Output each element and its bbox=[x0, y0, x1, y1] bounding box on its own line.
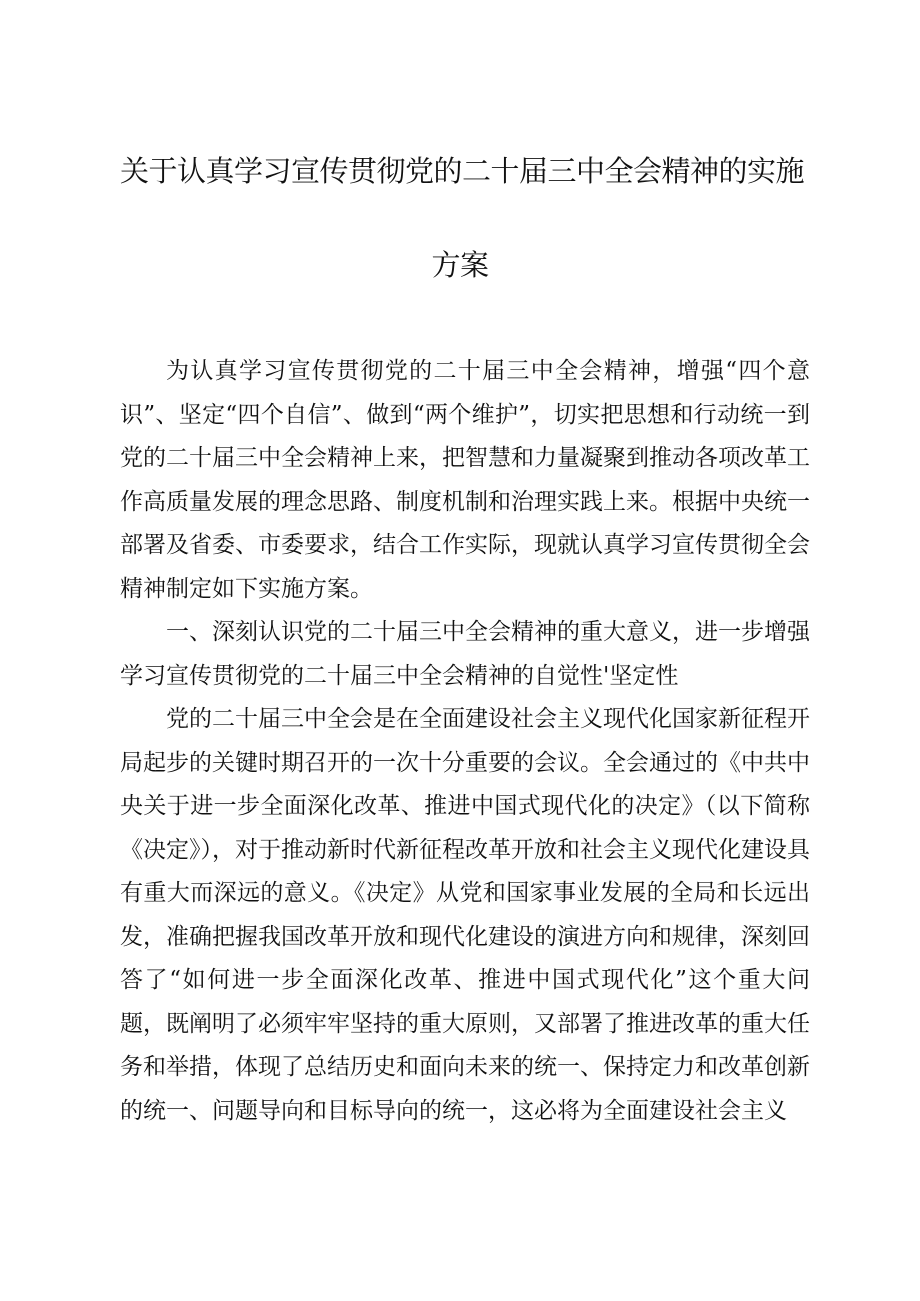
section-paragraph-1: 党的二十届三中全会是在全面建设社会主义现代化国家新征程开局起步的关键时期召开的一次十分重要的会议。全会通过的《中共中央关于进一步全面深化改革、推进中国式现代化的决定》（以下简称《决定》），对于推动新时代新征程改革开放和社会主义现代化建设具有重大而深远的意义。《决定》从党和国家事业发展的全局和长远出发，准确把握我国改革开放和现代化建设的演进方向和规律，深刻回答了“如何进一步全面深化改革、推进中国式现代化”这个重大问题，既阐明了必须牢牢坚持的重大原则，又部署了推进改革的重大任务和举措，体现了总结历史和面向未来的统一、保持定力和改革创新的统一、问题导向和目标导向的统一，这必将为全面建设社会主义 bbox=[120, 706, 810, 1124]
intro-paragraph: 为认真学习宣传贯彻党的二十届三中全会精神，增强“四个意识”、坚定“四个自信”、做到“两个维护”，切实把思想和行动统一到党的二十届三中全会精神上来，把智慧和力量凝聚到推动各项改革工作高质量发展的理念思路、制度机制和治理实践上来。根据中央统一部署及省委、市委要求，结合工作实际，现就认真学习宣传贯彻全会精神制定如下实施方案。 bbox=[120, 358, 810, 602]
section-heading-1: 一、深刻认识党的二十届三中全会精神的重大意义，进一步增强学习宣传贯彻党的二十届三中全会精神的自觉性'坚定性 bbox=[120, 619, 810, 689]
document-body bbox=[120, 350, 810, 1133]
document-title-line-2: 方案 bbox=[431, 248, 489, 282]
document-title-line-1: 关于认真学习宣传贯彻党的二十届三中全会精神的实施 bbox=[120, 154, 805, 188]
